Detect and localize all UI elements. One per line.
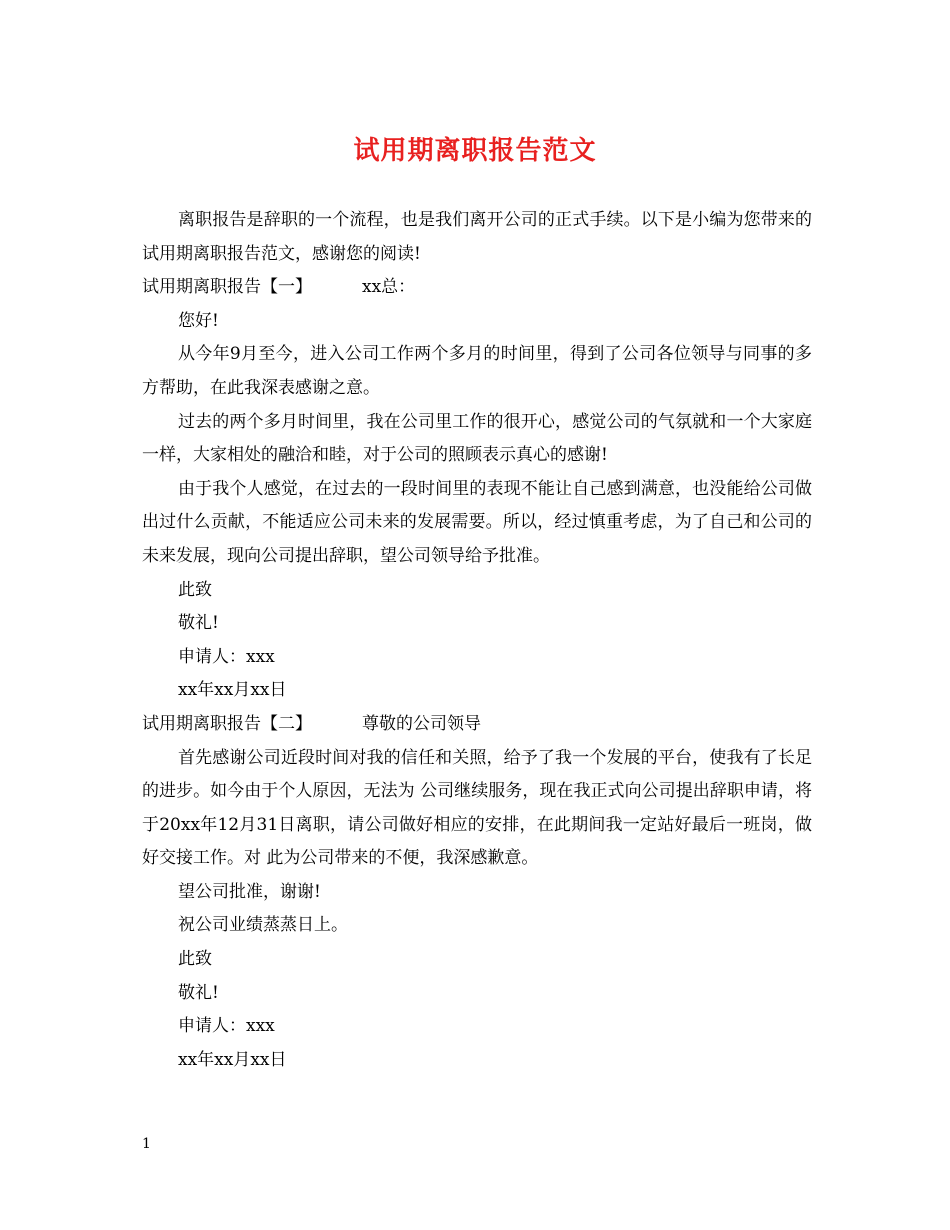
report2-paragraph: 首先感谢公司近段时间对我的信任和关照，给予了我一个发展的平台，使我有了长足的进步。如今由于个人原因，无法为 公司继续服务，现在我正式向公司提出辞职申请，将于20xx年12月31日离职，请公司做好相应的安排，在此期间我一定站好最后一班岗，做好交接工作。对 此为公司带来的不便，我深感歉意。 bbox=[142, 747, 812, 869]
page-number: 1 bbox=[142, 1136, 151, 1152]
report1-greeting: 您好! bbox=[178, 310, 219, 331]
report1-date: xx年xx月xx日 bbox=[178, 680, 287, 701]
document-body bbox=[142, 204, 812, 1077]
report1-paragraph: 过去的两个多月时间里，我在公司里工作的很开心，感觉公司的气氛就和一个大家庭一样，大家相处的融洽和睦，对于公司的照顾表示真心的感谢! bbox=[142, 411, 812, 466]
document-title: 试用期离职报告范文 bbox=[353, 136, 597, 166]
report2-paragraph: 望公司批准，谢谢! bbox=[178, 881, 321, 902]
report2-date: xx年xx月xx日 bbox=[178, 1049, 287, 1070]
report2-closing: 此致 bbox=[178, 949, 212, 970]
intro-paragraph: 离职报告是辞职的一个流程，也是我们离开公司的正式手续。以下是小编为您带来的试用期离职报告范文，感谢您的阅读! bbox=[142, 210, 812, 264]
report1-addressee: xx总： bbox=[362, 277, 416, 298]
report1-paragraph: 从今年9月至今，进入公司工作两个多月的时间里，得到了公司各位领导与同事的多方帮助，在此我深表感谢之意。 bbox=[142, 344, 812, 398]
report1-closing: 此致 bbox=[178, 579, 212, 600]
report1-salutation: 敬礼! bbox=[178, 613, 219, 634]
report2-addressee: 尊敬的公司领导 bbox=[362, 713, 481, 734]
report1-heading-line bbox=[142, 271, 812, 305]
report2-applicant: 申请人：xxx bbox=[178, 1016, 275, 1037]
report2-heading: 试用期离职报告【二】 bbox=[142, 713, 312, 734]
report1-heading: 试用期离职报告【一】 bbox=[142, 277, 312, 298]
report2-heading-line bbox=[142, 708, 812, 742]
report1-paragraph: 由于我个人感觉，在过去的一段时间里的表现不能让自己感到满意，也没能给公司做出过什么贡献，不能适应公司未来的发展需要。所以，经过慎重考虑，为了自己和公司的未来发展，现向公司提出辞职，望公司领导给予批准。 bbox=[142, 478, 812, 566]
report2-paragraph: 祝公司业绩蒸蒸日上。 bbox=[178, 915, 348, 936]
report2-salutation: 敬礼! bbox=[178, 982, 219, 1003]
report1-applicant: 申请人：xxx bbox=[178, 646, 275, 667]
